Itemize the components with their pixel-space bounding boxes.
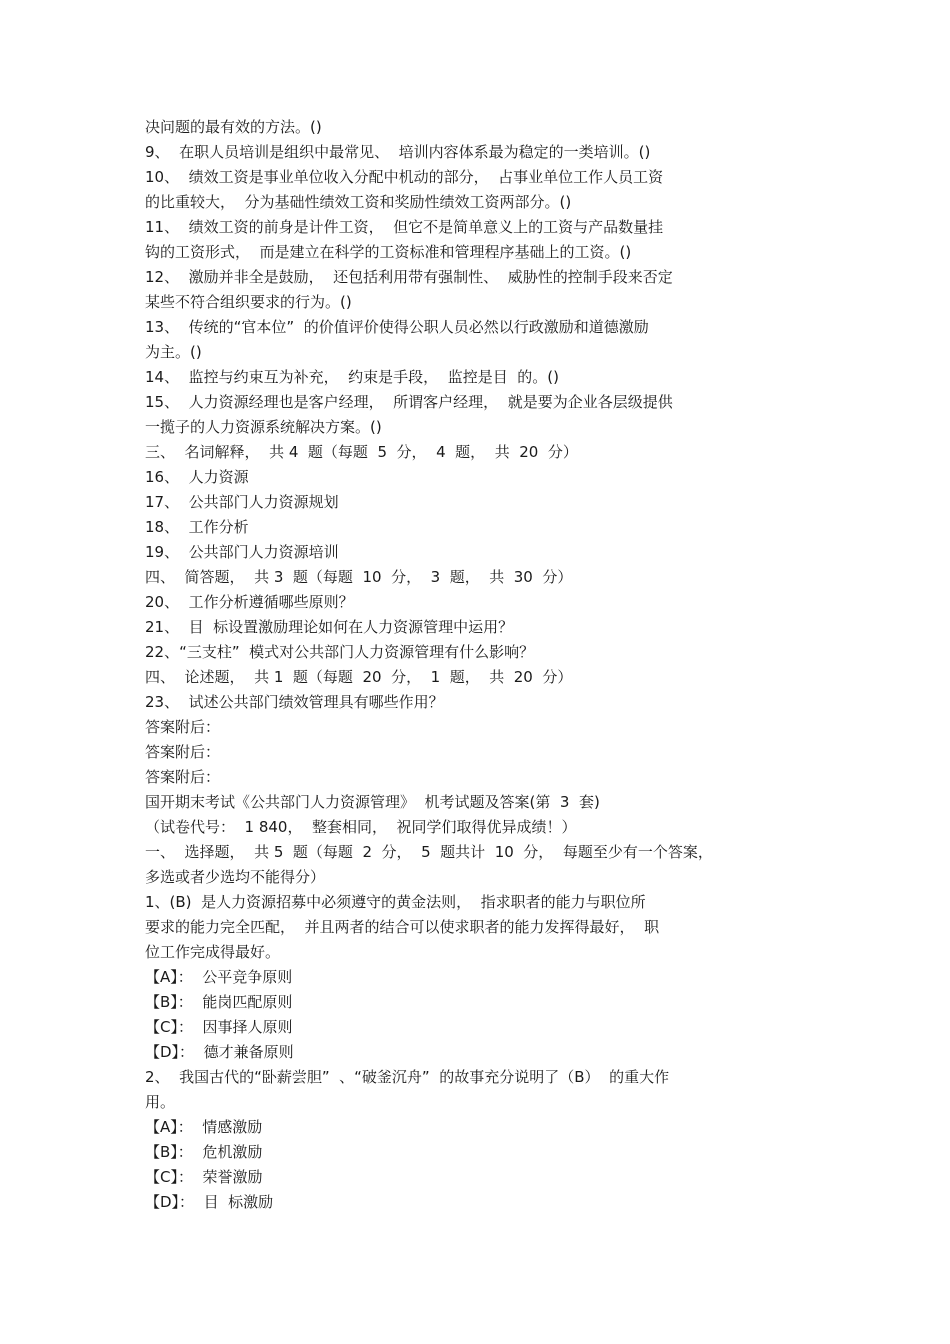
section-heading: 四、 简答题， 共 3 题（每题 10 分， 3 题， 共 30 分）	[145, 568, 573, 586]
text-line: 决问题的最有效的方法。()	[145, 118, 322, 136]
question-17: 17、 公共部门人力资源规划	[145, 493, 339, 511]
answer-note: 答案附后：	[145, 718, 221, 736]
document-body	[145, 115, 765, 1215]
option-d: 【D】： 德才兼备原则	[145, 1043, 294, 1061]
option-c: 【C】： 因事择人原则	[145, 1018, 293, 1036]
question-14: 14、 监控与约束互为补充， 约束是手段， 监控是目 的。()	[145, 368, 559, 386]
question-2: 2、 我国古代的“卧薪尝胆” 、“破釜沉舟” 的故事充分说明了（B） 的重大作	[145, 1068, 670, 1086]
question-1: 1、(B) 是人力资源招募中必须遵守的黄金法则， 指求职者的能力与职位所	[145, 893, 646, 911]
option-b: 【B】： 危机激励	[145, 1143, 263, 1161]
question-11: 11、 绩效工资的前身是计件工资， 但它不是简单意义上的工资与产品数量挂	[145, 218, 664, 236]
question-18: 18、 工作分析	[145, 518, 249, 536]
question-16: 16、 人力资源	[145, 468, 249, 486]
question-15: 15、 人力资源经理也是客户经理， 所谓客户经理， 就是要为企业各层级提供	[145, 393, 673, 411]
text-line: 某些不符合组织要求的行为。()	[145, 293, 352, 311]
section-heading: 一、 选择题， 共 5 题（每题 2 分， 5 题共计 10 分， 每题至少有一个答案，	[145, 843, 713, 861]
question-13: 13、 传统的“官本位” 的价值评价使得公职人员必然以行政激励和道德激励	[145, 318, 649, 336]
option-a: 【A】： 情感激励	[145, 1118, 263, 1136]
text-line: 要求的能力完全匹配， 并且两者的结合可以使求职者的能力发挥得最好， 职	[145, 918, 660, 936]
text-line: 为主。()	[145, 343, 202, 361]
answer-note: 答案附后：	[145, 743, 221, 761]
exam-title: 国开期末考试《公共部门人力资源管理》 机考试题及答案(第 3 套)	[145, 793, 600, 811]
text-line: 多选或者少选均不能得分）	[145, 868, 326, 886]
text-line: 用。	[145, 1093, 176, 1111]
question-21: 21、 目 标设置激励理论如何在人力资源管理中运用？	[145, 618, 514, 636]
question-19: 19、 公共部门人力资源培训	[145, 543, 339, 561]
option-d: 【D】： 目 标激励	[145, 1193, 274, 1211]
question-10: 10、 绩效工资是事业单位收入分配中机动的部分， 占事业单位工作人员工资	[145, 168, 664, 186]
option-c: 【C】： 荣誉激励	[145, 1168, 263, 1186]
question-22: 22、“三支柱” 模式对公共部门人力资源管理有什么影响？	[145, 643, 535, 661]
section-heading: 三、 名词解释， 共 4 题（每题 5 分， 4 题， 共 20 分）	[145, 443, 578, 461]
question-12: 12、 激励并非全是鼓励， 还包括利用带有强制性、 威胁性的控制手段来否定	[145, 268, 673, 286]
question-23: 23、 试述公共部门绩效管理具有哪些作用？	[145, 693, 444, 711]
text-line: 一揽子的人力资源系统解决方案。()	[145, 418, 382, 436]
section-heading: 四、 论述题， 共 1 题（每题 20 分， 1 题， 共 20 分）	[145, 668, 573, 686]
text-line: 钩的工资形式， 而是建立在科学的工资标准和管理程序基础上的工资。()	[145, 243, 632, 261]
exam-subtitle: （试卷代号： 1 840， 整套相同， 祝同学们取得优异成绩！）	[145, 818, 577, 836]
answer-note: 答案附后：	[145, 768, 221, 786]
text-line: 位工作完成得最好。	[145, 943, 281, 961]
option-a: 【A】： 公平竞争原则	[145, 968, 293, 986]
text-line: 的比重较大， 分为基础性绩效工资和奖励性绩效工资两部分。()	[145, 193, 572, 211]
option-b: 【B】： 能岗匹配原则	[145, 993, 293, 1011]
question-9: 9、 在职人员培训是组织中最常见、 培训内容体系最为稳定的一类培训。()	[145, 143, 651, 161]
question-20: 20、 工作分析遵循哪些原则？	[145, 593, 354, 611]
